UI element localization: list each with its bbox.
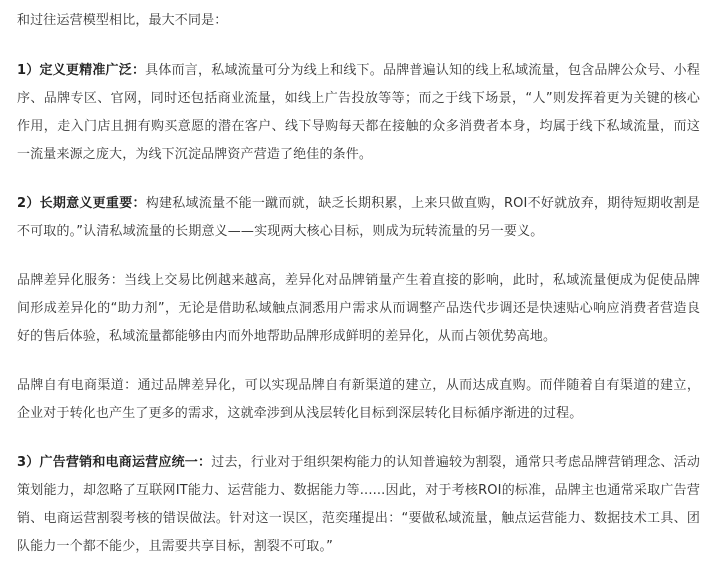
own-ecommerce-channel-paragraph xyxy=(17,372,700,428)
point-long-term-heading: 2）长期意义更重要： xyxy=(17,196,146,211)
point-unified-body: 过去，行业对于组织架构能力的认知普遍较为割裂，通常只考虑品牌营销理念、活动策划能力，却忽略了互联网IT能力、运营能力、数据能力等......因此，对于考核ROI的标准，品牌主也通常采取广告营销、电商运营割裂考核的错误做法。针对这一误区，范奕瑾提出：“要做私域流量，触点运营能力、数据技术工具、团队能力一个都不能少，且需要共享目标，割裂不可取。” xyxy=(17,455,701,554)
paragraph-spacer xyxy=(17,246,700,267)
point-unified-paragraph xyxy=(17,449,700,561)
paragraph-spacer xyxy=(17,351,700,372)
paragraph-spacer xyxy=(17,169,700,190)
own-ecommerce-channel-body: 品牌自有电商渠道：通过品牌差异化，可以实现品牌自有新渠道的建立，从而达成直购。而伴随着自有渠道的建立，企业对于转化也产生了更多的需求，这就牵涉到从浅层转化目标到深层转化目标循序渐进的过程。 xyxy=(17,378,700,421)
intro-paragraph: 和过往运营模型相比，最大不同是： xyxy=(17,13,228,28)
brand-differentiation-body: 品牌差异化服务：当线上交易比例越来越高，差异化对品牌销量产生着直接的影响，此时，私域流量便成为促使品牌间形成差异化的“助力剂”，无论是借助私域触点洞悉用户需求从而调整产品迭代步调还是快速贴心响应消费者营造良好的售后体验，私域流量都能够由内而外地帮助品牌形成鲜明的差异化，从而占领优势高地。 xyxy=(17,273,700,344)
point-definition-body: 具体而言，私域流量可分为线上和线下。品牌普遍认知的线上私域流量，包含品牌公众号、小程序、品牌专区、官网，同时还包括商业流量，如线上广告投放等等；而之于线下场景，“人”则发挥着更为关键的核心作用，走入门店且拥有购买意愿的潜在客户、线下导购每天都在接触的众多消费者本身，均属于线下私域流量，而这一流量来源之庞大，为线下沉淀品牌资产营造了绝佳的条件。 xyxy=(17,63,700,162)
point-unified-heading: 3）广告营销和电商运营应统一： xyxy=(17,455,212,470)
point-long-term-paragraph xyxy=(17,190,700,246)
brand-differentiation-paragraph xyxy=(17,267,700,351)
point-definition-paragraph xyxy=(17,57,700,169)
point-definition-heading: 1）定义更精准广泛： xyxy=(17,63,146,78)
paragraph-spacer xyxy=(17,428,700,449)
point-long-term-body: 构建私域流量不能一蹴而就，缺乏长期积累，上来只做直购，ROI不好就放弃，期待短期收割是不可取的。”认清私域流量的长期意义——实现两大核心目标，则成为玩转流量的另一要义。 xyxy=(17,196,700,239)
